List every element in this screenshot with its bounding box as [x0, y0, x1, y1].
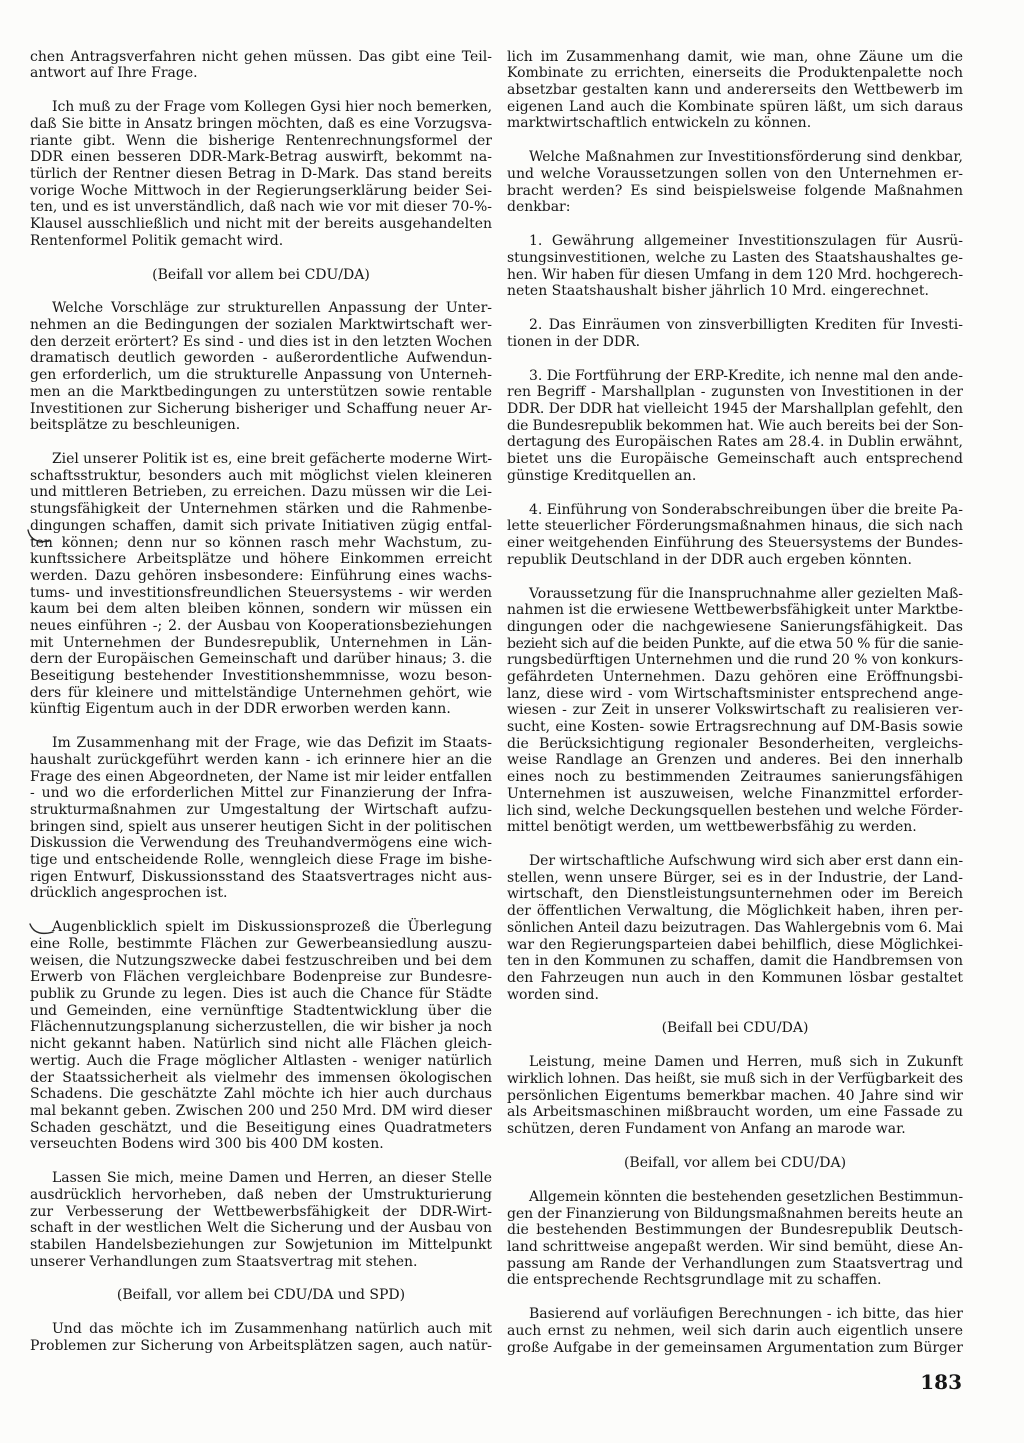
text-line: DDR. Der DDR hat vielleicht 1945 der Marshallplan gefehlt, den	[507, 401, 963, 418]
text-line: tige und entscheidende Rolle, wenngleich diese Frage im bishe-	[30, 852, 492, 869]
text-line: 2. Das Einräumen von zinsverbilligten Krediten für Investi-	[529, 317, 963, 334]
text-line: Flächennutzungsplanung sicherzustellen, die wir bisher ja noch	[30, 1019, 492, 1036]
right-column	[507, 49, 963, 1357]
paragraph	[507, 368, 963, 485]
applause-note	[507, 1020, 963, 1037]
text-line: dramatisch deutlich geworden - außerordentliche Aufwendun-	[30, 350, 492, 367]
text-line: stungsfähigkeit der Unternehmen stärken und die Rahmenbe-	[30, 501, 492, 518]
text-line: schaftsstruktur, besonders auch mit möglichst vielen kleineren	[30, 467, 492, 484]
paragraph	[30, 451, 492, 718]
text-line: wertig. Auch die Frage möglicher Altlasten - weniger natürlich	[30, 1052, 492, 1069]
text-line: zur Verbesserung der Wettbewerbsfähigkeit der DDR-Wirt-	[30, 1203, 492, 1220]
left-column	[30, 49, 492, 1355]
paragraph	[30, 99, 492, 249]
text-line: - und wo die erforderlichen Mittel zur Finanzierung der Infra-	[30, 785, 492, 802]
text-line: ten, und es ist unverständlich, daß nach wie vor mit dieser 70-%-	[30, 199, 492, 216]
text-line: schaft in der westlichen Welt die Sicherung und der Ausbau von	[30, 1220, 492, 1237]
text-line: Klausel ausschließlich und nicht mit der bereits ausgehandelten	[30, 215, 492, 232]
text-line: dertagung des Europäischen Rates am 28.4. in Dublin erwähnt,	[507, 434, 963, 451]
text-line: kunftssichere Arbeitsplätze und höhere Einkommen erreicht	[30, 551, 492, 568]
text-line: war den Regierungsparteien dabei behilflich, diese Möglichkei-	[507, 936, 963, 953]
text-line: Leistung, meine Damen und Herren, muß sich in Zukunft	[529, 1054, 963, 1071]
text-line: weise Randlage an Grenzen und anderes. Bei den innerhalb	[507, 752, 963, 769]
text-line: (Beifall, vor allem bei CDU/DA und SPD)	[116, 1287, 406, 1304]
text-line: Und das möchte ich im Zusammenhang natürlich auch mit	[52, 1321, 492, 1338]
text-line: stabilen Handelsbeziehungen zur Sowjetunion im Mittelpunkt	[30, 1236, 492, 1253]
text-line: Investitionen zur Sicherung bisheriger und Schaffung neuer Ar-	[30, 400, 492, 417]
paragraph	[507, 1306, 963, 1356]
text-line: Erwerb von Flächen vergleichbare Bodenpreise zur Bundesre-	[30, 969, 492, 986]
paragraph	[507, 1054, 963, 1137]
text-line: Der wirtschaftliche Aufschwung wird sich aber erst dann ein-	[529, 853, 963, 870]
text-line: Unternehmen ist auszuweisen, welche Finanzmittel erforder-	[507, 785, 963, 802]
text-line: strukturmaßnahmen zur Umgestaltung der Wirtschaft aufzu-	[30, 802, 492, 819]
text-line: rigen Entwurf, Diskussionsstand des Staatsvertrages nicht aus-	[30, 868, 492, 885]
paragraph	[507, 502, 963, 569]
text-line: Allgemein könnten die bestehenden gesetzlichen Bestimmun-	[529, 1188, 963, 1205]
text-line: worden sind.	[507, 986, 599, 1003]
text-line: werden. Dazu gehören insbesondere: Einführung eines wachs-	[30, 567, 492, 584]
text-line: Ziel unserer Politik ist es, eine breit gefächerte moderne Wirt-	[52, 451, 492, 468]
text-line: der öffentlichen Verwaltung, die Möglichkeit haben, ihren per-	[507, 903, 963, 920]
text-line: ten können; denn nur so können rasch mehr Wachstum, zu-	[30, 534, 492, 551]
text-line: unserer Verhandlungen zum Staatsvertrag mit stehen.	[30, 1253, 418, 1270]
text-line: dingungen schaffen, damit sich private Initiativen zügig entfal-	[30, 517, 492, 534]
text-line: 3. Die Fortführung der ERP-Kredite, ich nenne mal den ande-	[529, 367, 963, 384]
text-line: schützen, deren Fundament von Anfang an marode war.	[507, 1121, 906, 1138]
text-line: eigenen Land auch die Kombinate spüren läßt, um sich daraus	[507, 98, 963, 115]
paragraph	[507, 586, 963, 836]
text-line: als Arbeitsmaschinen mißbraucht worden, um eine Fassade zu	[507, 1104, 963, 1121]
applause-note	[507, 1155, 963, 1172]
text-line: beitsplätze zu beschleunigen.	[30, 417, 241, 434]
text-line: Diskussion die Verwendung des Treuhandvermögens eine wich-	[30, 835, 492, 852]
text-line: marktwirtschaftlich entwickeln zu können.	[507, 115, 812, 132]
text-line: bracht werden? Es sind beispielsweise folgende Maßnahmen	[507, 182, 963, 199]
text-line: antwort auf Ihre Frage.	[30, 65, 198, 82]
text-line: Voraussetzung für die Inanspruchnahme aller gezielten Maß-	[529, 585, 963, 602]
text-line: Basierend auf vorläufigen Berechnungen - ich bitte, das hier	[529, 1306, 963, 1323]
paragraph	[507, 1189, 963, 1289]
text-line: günstige Kreditquellen an.	[507, 467, 697, 484]
text-line: gefährdeten Unternehmen. Dazu gehören eine Eröffnungsbi-	[507, 669, 963, 686]
applause-note	[30, 267, 492, 284]
paragraph	[507, 49, 963, 132]
text-line: Welche Vorschläge zur strukturellen Anpassung der Unter-	[52, 300, 492, 317]
text-line: (Beifall bei CDU/DA)	[661, 1020, 809, 1037]
text-line: türlich der Rentner diesen Betrag in D-Mark. Das stand bereits	[30, 165, 492, 182]
text-line: 4. Einführung von Sonderabschreibungen über die breite Pa-	[529, 501, 963, 518]
text-line: bringen sind, spielt aus unserer heutigen Sicht in der politischen	[30, 818, 492, 835]
text-line: men an die Marktbedingungen zu unterstützen sowie rentable	[30, 383, 492, 400]
text-line: rungsbedürftigen Unternehmen und die rund 20 % von konkurs-	[507, 652, 963, 669]
text-line: die Bundesrepublik bekommen hat. Wie auch bereits bei der Son-	[507, 417, 963, 434]
text-line: lich im Zusammenhang damit, wie man, ohne Zäune um die	[507, 48, 963, 65]
text-line: eines noch zu bestimmenden Zeitraumes sanierungsfähigen	[507, 769, 963, 786]
text-line: tums- und investitionsfreundlichen Steuersystems - wir werden	[30, 584, 492, 601]
text-line: tionen in der DDR.	[507, 333, 641, 350]
text-line: Ich muß zu der Frage vom Kollegen Gysi hier noch bemerken,	[52, 99, 492, 116]
text-line: Welche Maßnahmen zur Investitionsförderung sind denkbar,	[529, 149, 963, 166]
text-line: weisen, die Nutzungszwecke dabei festzuschreiben und bei dem	[30, 952, 492, 969]
text-line: lette steuerlicher Förderungsmaßnahmen hinaus, die sich nach	[507, 518, 963, 535]
text-line: gen erforderlich, um die strukturelle Anpassung von Unterneh-	[30, 367, 492, 384]
text-line: republik Deutschland in der DDR auch ergeben könnten.	[507, 551, 912, 568]
text-line: daß Sie bitte in Ansatz bringen möchten, daß es eine Vorzugsva-	[30, 115, 492, 132]
text-line: (Beifall, vor allem bei CDU/DA)	[623, 1154, 847, 1171]
text-line: der Staatssicherheit als vielmehr des immensen ökologischen	[30, 1069, 492, 1086]
paragraph	[30, 735, 492, 902]
text-line: wirtschaft, den Dienstleistungsunternehmen oder im Bereich	[507, 886, 963, 903]
text-line: persönlichen Eigentums bemerkbar machen. 40 Jahre sind wir	[507, 1087, 963, 1104]
text-line: Schadens. Die geschätzte Zahl möchte ich hier auch durchaus	[30, 1086, 492, 1103]
text-line: mit Unternehmen der Bundesrepublik, Unternehmen in Län-	[30, 634, 492, 651]
text-line: auch ernst zu nehmen, weil sich darin auch eigentlich unsere	[507, 1322, 963, 1339]
text-line: nahmen ist die erwiesene Wettbewerbsfähigkeit unter Marktbe-	[507, 602, 963, 619]
text-line: 1. Gewährung allgemeiner Investitionszulagen für Ausrü-	[529, 233, 963, 250]
text-line: lanz, diese wird - vom Wirtschaftsminister entsprechend ange-	[507, 685, 963, 702]
text-line: ren Begriff - Marshallplan - zugunsten von Investitionen in der	[507, 384, 963, 401]
text-line: die Berücksichtigung regionaler Besonderheiten, vergleichs-	[507, 735, 963, 752]
text-line: Frage des einen Abgeordneten, der Name ist mir leider entfallen	[30, 768, 492, 785]
text-line: Beseitigung bestehender Investitionshemmnisse, wozu beson-	[30, 668, 492, 685]
text-line: Schaden geschätzt, und die Beseitigung eines Quadratmeters	[30, 1119, 492, 1136]
text-line: eine Rolle, bestimmte Flächen zur Gewerbeansiedlung auszu-	[30, 936, 492, 953]
text-line: sucht, eine Kosten- sowie Ertragsrechnung auf DM-Basis sowie	[507, 719, 963, 736]
paragraph	[30, 49, 492, 82]
text-line: Rentenformel Politik gemacht wird.	[30, 232, 284, 249]
text-line: riante gibt. Wenn die bisherige Rentenrechnungsformel der	[30, 132, 492, 149]
text-line: bietet uns die Europäische Gemeinschaft auch entsprechend	[507, 451, 963, 468]
text-line: neues einführen -; 2. der Ausbau von Kooperationsbeziehungen	[30, 617, 492, 634]
text-line: und mittleren Betrieben, zu erreichen. Dazu müssen wir die Lei-	[30, 484, 492, 501]
text-line: ders für kleinere und mittelständige Unternehmen gehört, wie	[30, 684, 492, 701]
text-line: Kombinate zu errichten, einerseits die Produktenpalette noch	[507, 65, 963, 82]
text-line: große Aufgabe in der gemeinsamen Argumentation zum Bürger	[507, 1339, 963, 1356]
text-line: Augenblicklich spielt im Diskussionsprozeß die Überlegung	[52, 919, 492, 936]
text-line: dingungen oder die nachgewiesene Sanierungsfähigkeit. Das	[507, 618, 963, 635]
text-line: dern der Europäischen Gemeinschaft und darüber hinaus; 3. die	[30, 651, 492, 668]
paragraph	[30, 1321, 492, 1354]
text-line: und welche Voraussetzungen sollen von den Unternehmen er-	[507, 165, 963, 182]
text-line: neten Staatshaushalt bisher jährlich 10 Mrd. eingerechnet.	[507, 283, 930, 300]
text-line: und Gemeinden, eine vernünftige Stadtentwicklung über die	[30, 1002, 492, 1019]
paragraph	[30, 1170, 492, 1270]
text-line: publik zu Grunde zu legen. Dies ist auch die Chance für Städte	[30, 986, 492, 1003]
text-line: die entsprechende Rechtsgrundlage mit zu schaffen.	[507, 1272, 882, 1289]
text-line: den Fahrzeugen nun auch in den Kommunen lösbar gestaltet	[507, 969, 963, 986]
text-line: wirklich lohnen. Das heißt, sie muß sich in der Verfügbarkeit des	[507, 1071, 963, 1088]
paragraph	[507, 149, 963, 216]
text-line: ausdrücklich hervorheben, daß neben der Umstrukturierung	[30, 1186, 492, 1203]
text-line: (Beifall vor allem bei CDU/DA)	[152, 266, 370, 283]
text-line: DDR einen besseren DDR-Mark-Betrag auswirft, bekommt na-	[30, 149, 492, 166]
text-line: nehmen an die Bedingungen der sozialen Marktwirtschaft wer-	[30, 317, 492, 334]
page-number: 183	[920, 1370, 962, 1394]
paragraph	[507, 233, 963, 300]
text-line: einer weitgehenden Einführung des Steuersystems der Bundes-	[507, 535, 963, 552]
text-line: mittel benötigt werden, um wettbewerbsfähig zu werden.	[507, 819, 917, 836]
text-line: sönlichen Anteil dazu beizutragen. Das Wahlergebnis vom 6. Mai	[507, 919, 963, 936]
text-line: ten in den Kommunen zu schaffen, damit die Handbremsen von	[507, 953, 963, 970]
text-line: mal bekannt geben. Zwischen 200 und 250 Mrd. DM wird dieser	[30, 1102, 492, 1119]
text-line: denkbar:	[507, 199, 571, 216]
text-line: absetzbar gestalten kann und andererseits den Wettbewerb im	[507, 81, 963, 98]
text-line: Lassen Sie mich, meine Damen und Herren, an dieser Stelle	[52, 1170, 492, 1187]
text-line: Im Zusammenhang mit der Frage, wie das Defizit im Staats-	[52, 735, 492, 752]
text-line: verseuchten Bodens wird 300 bis 400 DM kosten.	[30, 1136, 384, 1153]
text-line: land schrittweise angepaßt werden. Wir sind bemüht, diese An-	[507, 1238, 963, 1255]
text-line: drücklich angesprochen ist.	[30, 885, 228, 902]
text-line: chen Antragsverfahren nicht gehen müssen. Das gibt eine Teil-	[30, 48, 492, 65]
paragraph	[30, 300, 492, 434]
text-line: den derzeit erörtert? Es sind - und dies ist in den letzten Wochen	[30, 333, 492, 350]
text-line: künftig Eigentum auch in der DDR erworben werden kann.	[30, 701, 451, 718]
text-line: lich sind, welche Deckungsquellen bestehen und welche Förder-	[507, 802, 963, 819]
paragraph	[507, 317, 963, 350]
paragraph	[507, 853, 963, 1003]
text-line: vorige Woche Mittwoch in der Regierungserklärung beider Sei-	[30, 182, 492, 199]
text-line: bezieht sich auf die beiden Punkte, auf die etwa 50 % für die sanie-	[507, 635, 963, 652]
text-line: passung am Rande der Verhandlungen zum Staatsvertrag und	[507, 1255, 963, 1272]
text-line: haushalt zurückgeführt werden kann - ich erinnere hier an die	[30, 751, 492, 768]
text-line: wiesen - zur Zeit in unserer Volkswirtschaft zu realisieren ver-	[507, 702, 963, 719]
text-line: stungsinvestitionen, welche zu Lasten des Staatshaushaltes ge-	[507, 249, 963, 266]
applause-note	[30, 1287, 492, 1304]
text-line: gen der Finanzierung von Bildungsmaßnahmen bereits heute an	[507, 1205, 963, 1222]
text-line: die bestehenden Bestimmungen der Bundesrepublik Deutsch-	[507, 1222, 963, 1239]
text-line: nicht gekannt haben. Natürlich sind nicht alle Flächen gleich-	[30, 1036, 492, 1053]
paragraph	[30, 919, 492, 1153]
text-line: hen. Wir haben für diesen Umfang in dem 120 Mrd. hochgerech-	[507, 266, 963, 283]
text-line: kaum bei dem alten bleiben können, sondern wir müssen ein	[30, 601, 492, 618]
text-line: stellen, wenn unsere Bürger, sei es in der Industrie, der Land-	[507, 869, 963, 886]
text-line: Problemen zur Sicherung von Arbeitsplätzen sagen, auch natür-	[30, 1338, 492, 1355]
